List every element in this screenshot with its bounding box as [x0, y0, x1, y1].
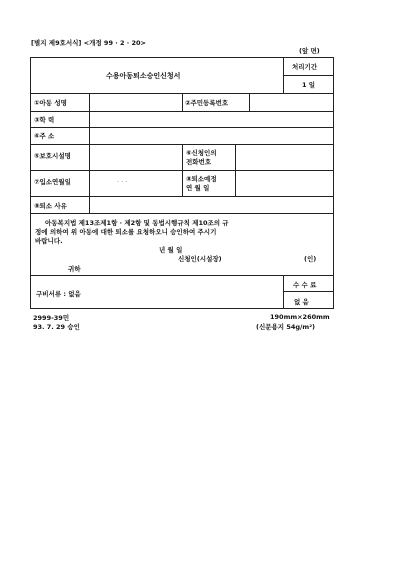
fee-value: 없 음 [294, 298, 309, 306]
fee-label: 수 수 료 [293, 281, 317, 289]
paper-spec: (신문용지 54g/m²) [256, 323, 316, 331]
paper-size: 190mm×260mm [270, 313, 330, 321]
statement-line-2: 정에 의하여 위 아동에 대한 퇴소를 요청하오니 승인하여 주시기 [35, 228, 217, 236]
statement-line-3: 바랍니다. [35, 237, 63, 245]
page-side: (앞 면) [299, 47, 320, 55]
resident-id-label: ②주민등록번호 [185, 99, 229, 107]
applicant-label: 신청인(시설장) [178, 255, 222, 263]
planned-discharge-label: ⑧퇴소예정 연 월 일 [186, 175, 217, 192]
processing-period-value: 1 일 [302, 81, 316, 89]
applicant-phone-label: ⑥신청인의 전화번호 [186, 149, 217, 166]
discharge-reason-label: ⑨퇴소 사유 [34, 202, 67, 210]
seal-mark: (인) [304, 255, 317, 263]
processing-period-label: 처리기간 [292, 63, 318, 71]
form-title: 수용아동퇴소승인신청서 [106, 72, 181, 80]
school-year-label: ③학 력 [34, 116, 55, 124]
guardian-facility-label: ⑤보호시설명 [34, 152, 71, 160]
child-name-label: ①아동 성명 [34, 99, 67, 107]
address-label: ④주 소 [34, 132, 55, 140]
admission-date-label: ⑦입소연월일 [34, 178, 71, 186]
form-number: [별지 제9호서식] <개정 99 · 2 · 20> [31, 39, 146, 47]
footer-code: 2999-39민 [33, 314, 70, 322]
required-docs: 구비서류 : 없음 [36, 290, 81, 298]
footer-approval-date: 93. 7. 29 승인 [33, 323, 80, 331]
statement-date: 년 월 일 [159, 246, 183, 254]
admission-date-value: · · · [117, 178, 128, 186]
recipient-label: 귀하 [68, 265, 81, 273]
statement-line-1: 아동복지법 제13조제1항 · 제2항 및 동법시행규칙 제10조의 규 [45, 219, 229, 227]
